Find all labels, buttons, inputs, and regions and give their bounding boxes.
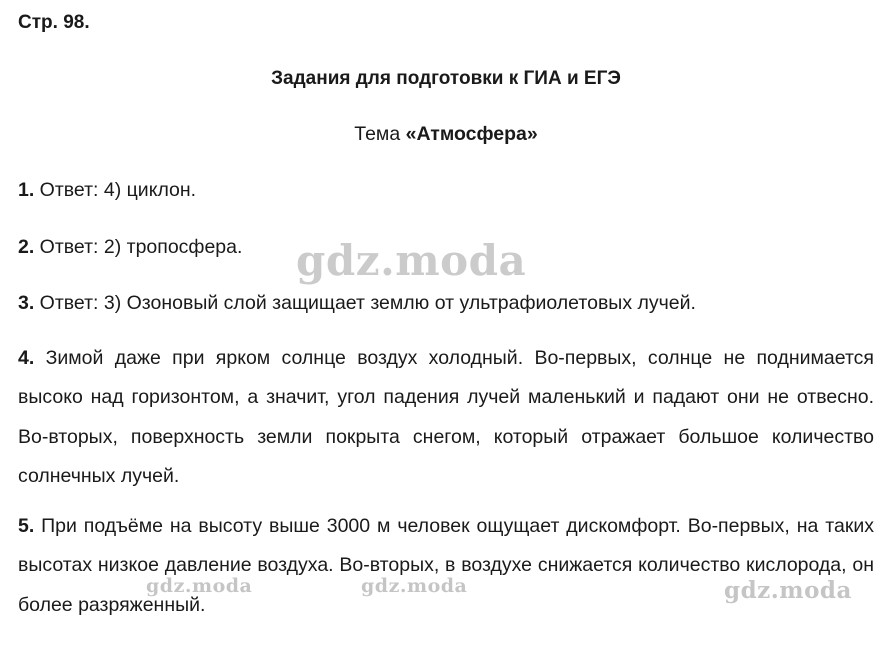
answer-number: 2. xyxy=(18,236,35,258)
answer-number: 3. xyxy=(18,292,35,314)
topic-prefix: Тема xyxy=(354,123,406,145)
answer-text: Зимой даже при ярком солнце воздух холодный. Во-первых, солнце не поднимается высоко над горизонтом, а значит, угол падения лучей маленький и падают они не отвесно. Во-вторых, поверхность земли покрыта снегом, который отражает большое количество солнечных лучей. xyxy=(18,347,874,487)
answer-text: Ответ: 4) циклон. xyxy=(34,179,197,201)
answer-text: Ответ: 3) Озоновый слой защищает землю от ультрафиолетовых лучей. xyxy=(34,292,696,314)
page-number: Стр. 98. xyxy=(18,12,90,33)
watermark-large: gdz.moda xyxy=(296,236,527,285)
answer-text: При подъёме на высоту выше 3000 м человек ощущает дискомфорт. Во-первых, на таких высотах низкое давление воздуха. Во-вторых, в воздухе снижается количество кислорода, он более разряженный. xyxy=(18,515,874,616)
topic-line xyxy=(0,122,892,146)
watermark-small: gdz.moda xyxy=(361,575,468,597)
answer-5 xyxy=(18,507,874,625)
watermark-small: gdz.moda xyxy=(146,575,253,597)
answer-text: Ответ: 2) тропосфера. xyxy=(34,236,243,258)
watermark-small: gdz.moda xyxy=(724,577,852,604)
answer-1 xyxy=(18,171,874,210)
section-heading: Задания для подготовки к ГИА и ЕГЭ xyxy=(271,68,621,89)
answer-number: 4. xyxy=(18,347,35,369)
answer-4 xyxy=(18,339,874,496)
answer-number: 1. xyxy=(18,179,35,201)
answer-number: 5. xyxy=(18,515,35,537)
topic-name: «Атмосфера» xyxy=(405,123,538,145)
answer-3 xyxy=(18,284,874,323)
